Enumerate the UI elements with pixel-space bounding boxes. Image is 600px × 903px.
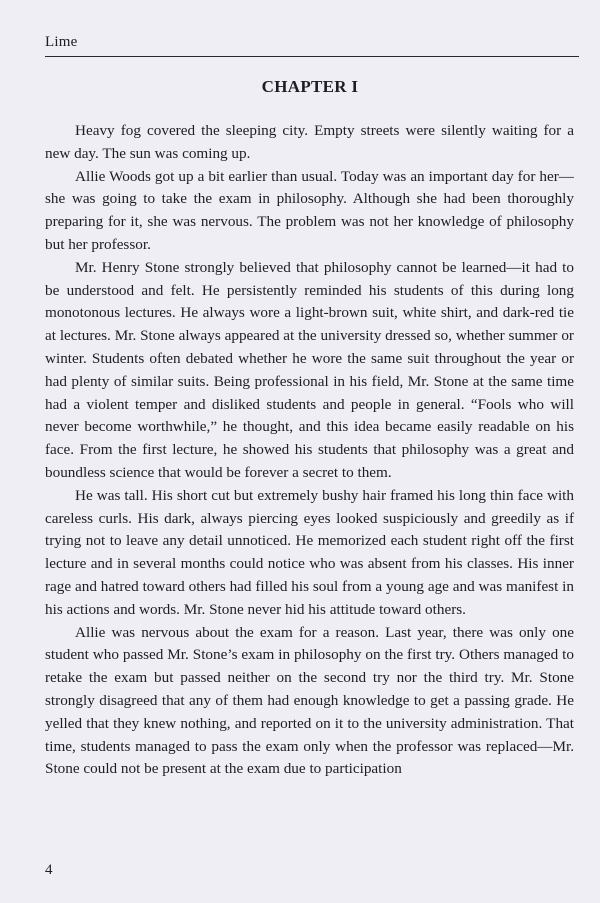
header-rule <box>45 56 579 57</box>
paragraph: Mr. Henry Stone strongly believed that philosophy cannot be learned—it had to be understood and felt. He persistently reminded his students of this during long monotonous lectures. He always wore a light-brown suit, white shirt, and dark-red tie at lectures. Mr. Stone always appeared at the university dressed so, whether summer or winter. Students often debated whether he wore the same suit throughout the year or had plenty of similar suits. Being professional in his field, Mr. Stone at the same time had a violent temper and disliked students and people in general. “Fools who will never become worthwhile,” he thought, and this idea became easily readable on his face. From the first lecture, he showed his students that philosophy was a great and boundless science that would be forever a secret to them. <box>45 258 574 481</box>
chapter-title: CHAPTER I <box>261 77 359 96</box>
paragraph: He was tall. His short cut but extremely bushy hair framed his long thin face with careless curls. His dark, always piercing eyes looked suspiciously and greedily as if trying not to leave any detail unnoticed. He memorized each student right off the first lecture and in several months could notice who was absent from his classes. His inner rage and hatred toward others had filled his soul from a young age and was manifest in his actions and words. Mr. Stone never hid his attitude toward others. <box>45 486 574 618</box>
page-number: 4 <box>45 862 53 878</box>
paragraph: Allie Woods got up a bit earlier than usual. Today was an important day for her—she was going to take the exam in philosophy. Although she had been thoroughly preparing for it, she was nervous. The problem was not her knowledge of philosophy but her professor. <box>45 167 574 253</box>
paragraph: Allie was nervous about the exam for a reason. Last year, there was only one student who passed Mr. Stone’s exam in philosophy on the first try. Others managed to retake the exam but passed neither on the second try nor the third try. Mr. Stone strongly disagreed that any of them had enough knowledge to get a passing grade. He yelled that they knew nothing, and reported on it to the university administration. That time, students managed to pass the exam only when the professor was replaced—Mr. Stone could not be present at the exam due to participation <box>45 623 574 778</box>
body-text <box>45 120 574 781</box>
paragraph: Heavy fog covered the sleeping city. Empty streets were silently waiting for a new day. The sun was coming up. <box>45 122 574 162</box>
running-head: Lime <box>45 34 78 50</box>
